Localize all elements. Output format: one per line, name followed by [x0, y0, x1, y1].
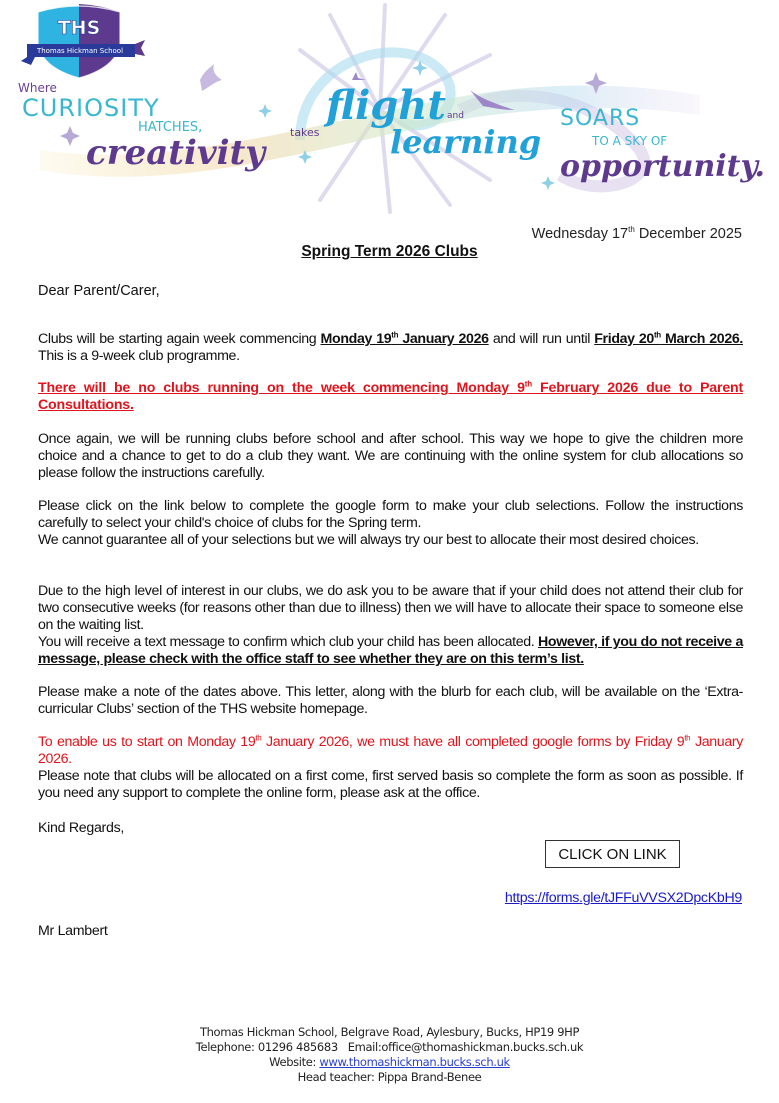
p2-text-a: There will be no clubs running on the week commencing Monday 9 [38, 380, 525, 396]
footer [0, 1025, 779, 1085]
motto-and: and [447, 111, 464, 121]
p8-text-b: January 2026, we must have all completed google forms by Friday 9 [261, 734, 685, 750]
paragraph-first-come: Please note that clubs will be allocated on a first come, first served basis so complete the form as soon as possible. If you need any support to complete the online form, please ask at the office. [38, 768, 743, 801]
footer-contact [0, 1040, 779, 1055]
p2-suffix: th [524, 379, 532, 389]
p1-text-b: and will run until [488, 331, 595, 347]
date-day: Wednesday 17 [531, 226, 629, 242]
p8-suffix-2: th [684, 733, 691, 743]
motto-curiosity: CURIOSITY [22, 94, 160, 122]
start-date-day: Monday 19 [320, 331, 392, 347]
click-on-link-button[interactable]: CLICK ON LINK [545, 840, 680, 868]
motto-flight: flight [326, 82, 446, 129]
start-date-suffix: th [391, 330, 399, 340]
signoff-name: Mr Lambert [38, 923, 108, 939]
p4-text-b: We cannot guarantee all of your selections but we will always try our best to allocate their most desired choices. [38, 532, 699, 548]
logo-initials: THS [57, 17, 101, 39]
motto-hatches: HATCHES, [138, 120, 203, 135]
end-date-suffix: th [653, 330, 661, 340]
p1-text-a: Clubs will be starting again week commencing [38, 331, 321, 347]
paragraph-no-clubs-alert [38, 380, 743, 414]
motto-learning: learning [390, 123, 542, 161]
p1-text-c: This is a 9-week club programme. [38, 348, 240, 364]
paragraph-website-note: Please make a note of the dates above. This letter, along with the blurb for each club, will be available on the ‘Extra-curricular Clubs’ section of the THS website homepage. [38, 684, 743, 717]
date-rest: December 2025 [634, 226, 742, 242]
google-form-link[interactable]: https://forms.gle/tJFFuVVSX2DpcKbH9 [504, 890, 742, 906]
dove-icon [200, 64, 222, 91]
motto-to-a-sky-of: TO A SKY OF [592, 134, 668, 148]
p8-text-a: To enable us to start on Monday 19 [38, 734, 256, 750]
paragraph-deadline [38, 734, 743, 768]
end-date [594, 331, 743, 347]
paragraph-google-form [38, 498, 743, 549]
motto-creativity: creativity [86, 133, 266, 173]
motto-takes: takes [290, 126, 320, 139]
footer-website-line [0, 1055, 779, 1070]
paragraph-text-message [38, 634, 743, 668]
start-date [321, 331, 489, 347]
salutation: Dear Parent/Carer, [38, 283, 160, 299]
p2-text-b: February 2026 due to Parent Consultations. [38, 380, 744, 413]
p8-text-c: January 2026. [38, 734, 744, 767]
letter-date [532, 226, 742, 242]
header-banner [0, 0, 779, 215]
school-logo [21, 4, 145, 78]
p6-text-emphasis: However, if you do not receive a message, please check with the office staff to see whether they are on this term’s list. [38, 634, 743, 667]
motto-soars: SOARS [560, 106, 641, 131]
start-date-rest: January 2026 [398, 331, 489, 347]
motto-opportunity: opportunity. [560, 149, 765, 184]
footer-website-link[interactable]: www.thomashickman.bucks.sch.uk [319, 1055, 510, 1069]
paragraph-before-after-school: Once again, we will be running clubs before school and after school. This way we hope to give the children more choice and a chance to get to do a club they want. We are continuing with the online system for club allocations so please follow the instructions carefully. [38, 431, 743, 481]
letter-title: Spring Term 2026 Clubs [301, 243, 478, 260]
kind-regards: Kind Regards, [38, 820, 125, 836]
footer-address: Thomas Hickman School, Belgrave Road, Aylesbury, Bucks, HP19 9HP [199, 1025, 580, 1039]
p6-text-a: You will receive a text message to confirm which club your child has been allocated. [38, 634, 539, 650]
logo-school-name: Thomas Hickman School [36, 47, 124, 55]
footer-website-label: Website: [269, 1055, 320, 1069]
paragraph-club-dates [38, 331, 743, 365]
motto-where: Where [18, 81, 57, 95]
end-date-day: Friday 20 [594, 331, 654, 347]
date-suffix: th [628, 225, 635, 235]
end-date-rest: March 2026. [660, 331, 743, 347]
p8-suffix-1: th [255, 733, 262, 743]
footer-head-teacher: Head teacher: Pippa Brand-Benee [297, 1070, 482, 1084]
footer-email: Email:office@thomashickman.bucks.sch.uk [347, 1040, 584, 1054]
footer-telephone: Telephone: 01296 485683 [195, 1040, 338, 1054]
p4-text-a: Please click on the link below to complete the google form to make your club selections. Follow the instructions carefully to select your child's choice of clubs for the Spring term. [38, 498, 743, 531]
paragraph-attendance: Due to the high level of interest in our clubs, we do ask you to be aware that if your child does not attend their club for two consecutive weeks (for reasons other than due to illness) then we will have to allocate their space to someone else on the waiting list. [38, 583, 743, 633]
